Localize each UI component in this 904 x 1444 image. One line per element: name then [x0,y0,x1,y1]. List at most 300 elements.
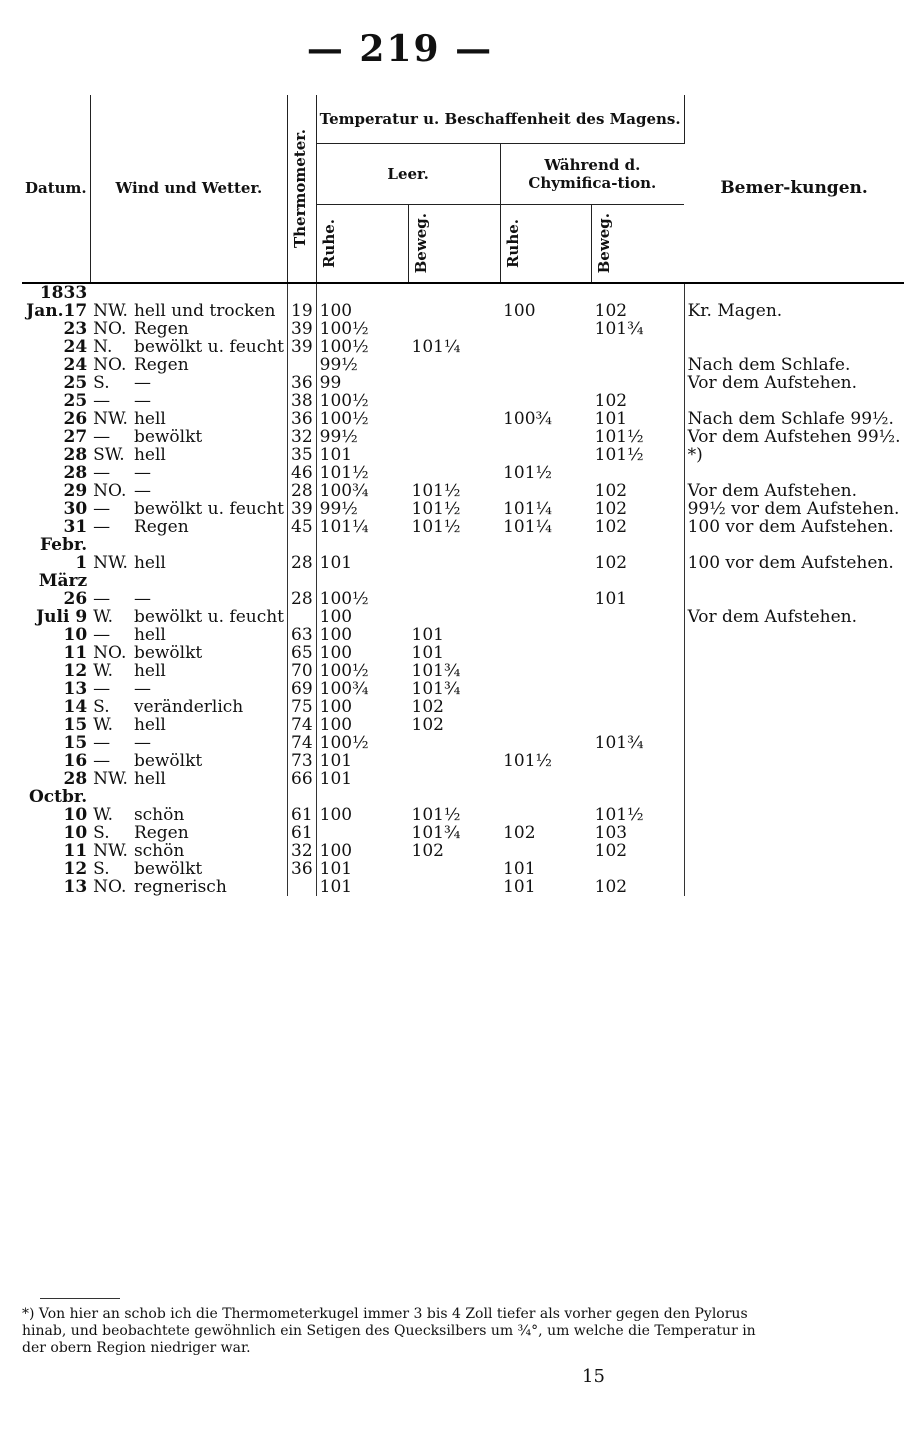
chym-ruhe-cell: 101½ [503,462,553,483]
table-row [22,302,904,320]
leer-ruhe-cell: 100½ [319,660,369,681]
leer-ruhe-cell: 100½ [319,390,369,411]
thermometer-cell: 73 [288,752,317,770]
leer-beweg-cell: 101 [411,642,444,663]
table-row [22,734,904,752]
wind-cell: NO. [93,876,127,897]
chym-beweg-cell [592,374,684,392]
date-cell: 28 [63,768,88,789]
page-number: — 219 — [306,28,494,70]
date-cell: 31 [63,516,88,537]
remark-cell: Kr. Magen. [687,300,783,321]
leer-ruhe-cell: 100½ [319,336,369,357]
weather-cell: bewölkt u. feucht [131,338,288,356]
date-cell: März [38,570,88,591]
weather-cell: Regen [131,320,288,338]
leer-beweg-cell [409,464,501,482]
chym-ruhe-cell: 101½ [503,750,553,771]
date-cell: 13 [63,876,88,897]
remark-cell: Nach dem Schlafe 99½. [687,408,894,429]
table-row [22,320,904,338]
date-cell: 26 [63,408,88,429]
leer-ruhe-cell: 101 [319,444,353,465]
leer-ruhe-cell: 100 [319,714,353,735]
weather-cell: Regen [131,824,288,842]
remark-cell [684,283,903,302]
table-row [22,590,904,608]
leer-ruhe-cell: 99½ [319,498,358,519]
table-row [22,500,904,518]
leer-beweg-cell: 101¾ [411,660,461,681]
weather-cell: veränderlich [131,698,288,716]
thermometer-cell: 19 [288,302,317,320]
leer-beweg-cell: 102 [411,714,444,735]
leer-beweg-cell [409,428,501,446]
leer-ruhe-cell: 100 [319,840,353,861]
leer-beweg-cell: 101½ [411,498,461,519]
chym-beweg-cell [592,860,684,878]
table-row [22,356,904,374]
remark-cell [684,464,903,482]
date-cell: 12 [63,858,88,879]
chym-ruhe-cell [500,446,592,464]
chym-beweg-cell [592,356,684,374]
date-cell: 24 [63,354,88,375]
weather-cell: hell [131,410,288,428]
leer-ruhe-cell: 100 [319,624,353,645]
thermometer-cell: 61 [288,806,317,824]
wind-cell: NW. [93,408,128,429]
table-row [22,572,904,590]
chym-ruhe-cell [500,428,592,446]
table-row [22,644,904,662]
chym-ruhe-cell: 102 [503,822,536,843]
header-leer-beweg: Beweg. [409,205,501,283]
table-row [22,698,904,716]
thermometer-cell [288,878,317,896]
table-row [22,446,904,464]
weather-cell: bewölkt u. feucht [131,500,288,518]
weather-cell: — [131,482,288,500]
chym-beweg-cell: 101 [592,410,684,428]
remark-cell [684,644,903,662]
data-table [22,95,904,896]
chym-ruhe-cell [500,572,592,590]
thermometer-cell: 36 [288,860,317,878]
table-row [22,662,904,680]
weather-cell: — [131,464,288,482]
remark-cell: *) [687,444,703,465]
leer-beweg-cell [409,536,501,554]
table-body [22,283,904,896]
wind-cell: — [93,426,111,447]
date-cell: 15 [63,714,88,735]
thermometer-cell [288,536,317,554]
weather-cell: hell [131,626,288,644]
remark-cell [684,680,903,698]
footnote-rule [40,1298,120,1299]
leer-ruhe-cell: 100 [319,606,353,627]
leer-ruhe-cell: 99½ [319,354,358,375]
wind-cell: — [93,462,111,483]
chym-ruhe-cell: 101¼ [503,516,553,537]
wind-cell: NO. [93,642,127,663]
header-datum: Datum. [22,95,90,283]
chym-beweg-cell: 102 [592,554,684,572]
remark-cell [684,860,903,878]
thermometer-cell: 46 [288,464,317,482]
date-cell: Octbr. [28,786,88,807]
date-cell: 27 [63,426,88,447]
date-cell: 1 [75,552,88,573]
date-cell: 1833 [39,282,88,303]
remark-cell [684,572,903,590]
chym-beweg-cell: 102 [592,482,684,500]
leer-beweg-cell: 101½ [411,516,461,537]
leer-beweg-cell [409,392,501,410]
thermometer-cell: 70 [288,662,317,680]
chym-beweg-cell: 101¾ [592,320,684,338]
leer-ruhe-cell: 100 [319,804,353,825]
date-cell: 15 [63,732,88,753]
date-cell: 12 [63,660,88,681]
chym-beweg-cell [592,536,684,554]
date-cell: 10 [63,804,88,825]
chym-ruhe-cell [500,734,592,752]
chym-beweg-cell: 101½ [592,428,684,446]
chym-beweg-cell: 102 [592,302,684,320]
weather-cell: bewölkt [131,752,288,770]
date-cell: 30 [63,498,88,519]
chym-beweg-cell: 102 [592,500,684,518]
thermometer-cell: 36 [288,374,317,392]
header-chym-ruhe: Ruhe. [500,205,592,283]
table-row [22,338,904,356]
remark-cell: Vor dem Aufstehen. [687,480,858,501]
thermometer-cell [288,608,317,626]
leer-ruhe-cell: 101¼ [319,516,369,537]
table-row [22,680,904,698]
remark-cell [684,806,903,824]
remark-cell: 99½ vor dem Aufstehen. [687,498,900,519]
thermometer-cell [288,788,317,806]
chym-beweg-cell: 101½ [592,446,684,464]
wind-cell: — [93,588,111,609]
table-row [22,626,904,644]
table-row [22,392,904,410]
date-cell: 14 [63,696,88,717]
table-row [22,536,904,554]
thermometer-cell: 74 [288,734,317,752]
leer-beweg-cell: 101½ [411,480,461,501]
chym-ruhe-cell [500,698,592,716]
remark-cell: 100 vor dem Aufstehen. [687,552,894,573]
chym-ruhe-cell [500,374,592,392]
leer-ruhe-cell: 100½ [319,588,369,609]
date-cell: Jan.17 [26,300,88,321]
date-cell: 11 [63,840,88,861]
leer-beweg-cell: 101¾ [411,822,461,843]
thermometer-cell [288,283,317,302]
thermometer-cell: 39 [288,320,317,338]
wind-cell [90,572,131,590]
remark-cell [684,392,903,410]
remark-cell [684,536,903,554]
weather-cell [131,572,288,590]
thermometer-cell: 45 [288,518,317,536]
thermometer-cell: 35 [288,446,317,464]
leer-ruhe-cell: 100½ [319,408,369,429]
weather-cell: bewölkt [131,644,288,662]
chym-ruhe-cell [500,320,592,338]
thermometer-cell: 39 [288,338,317,356]
chym-beweg-cell [592,662,684,680]
chym-ruhe-cell: 101 [503,858,536,879]
wind-cell: W. [93,714,114,735]
leer-ruhe-cell [316,824,408,842]
wind-cell: NW. [93,300,128,321]
chym-beweg-cell [592,464,684,482]
date-cell: 28 [63,462,88,483]
chym-ruhe-cell: 101 [503,876,536,897]
remark-cell [684,698,903,716]
signature-mark: 15 [582,1366,605,1387]
leer-ruhe-cell: 99 [319,372,342,393]
leer-ruhe-cell: 100¾ [319,678,369,699]
thermometer-cell: 28 [288,554,317,572]
chym-beweg-cell: 101¾ [592,734,684,752]
header-thermometer: Thermometer. [288,95,317,283]
thermometer-cell: 61 [288,824,317,842]
leer-beweg-cell [409,302,501,320]
date-cell: Juli 9 [36,606,88,627]
chym-beweg-cell: 101 [592,590,684,608]
thermometer-cell: 38 [288,392,317,410]
leer-ruhe-cell: 100½ [319,318,369,339]
chym-beweg-cell: 102 [592,878,684,896]
weather-cell: schön [131,806,288,824]
thermometer-cell: 65 [288,644,317,662]
date-cell: 24 [63,336,88,357]
chym-beweg-cell [592,680,684,698]
leer-beweg-cell [409,788,501,806]
weather-cell: — [131,374,288,392]
leer-ruhe-cell: 100 [319,300,353,321]
thermometer-cell: 28 [288,482,317,500]
chym-ruhe-cell [500,554,592,572]
table-row [22,428,904,446]
date-cell: 25 [63,372,88,393]
chym-ruhe-cell [500,770,592,788]
chym-beweg-cell: 101½ [592,806,684,824]
leer-beweg-cell [409,770,501,788]
leer-beweg-cell: 102 [411,840,444,861]
remark-cell [684,716,903,734]
thermometer-cell: 63 [288,626,317,644]
weather-cell: schön [131,842,288,860]
leer-beweg-cell [409,608,501,626]
chym-beweg-cell [592,626,684,644]
thermometer-cell: 32 [288,842,317,860]
chym-ruhe-cell [500,338,592,356]
table-header [22,95,904,283]
chym-ruhe-cell [500,644,592,662]
wind-cell: — [93,516,111,537]
remark-cell [684,842,903,860]
chym-beweg-cell: 102 [592,518,684,536]
chym-beweg-cell [592,770,684,788]
leer-beweg-cell [409,283,501,302]
table-row [22,410,904,428]
wind-cell: NO. [93,318,127,339]
remark-cell [684,662,903,680]
chym-beweg-cell [592,698,684,716]
thermometer-cell: 69 [288,680,317,698]
date-cell: 29 [63,480,88,501]
weather-cell: hell [131,770,288,788]
thermometer-cell: 32 [288,428,317,446]
leer-beweg-cell [409,590,501,608]
footnote: *) Von hier an schob ich die Thermometerkugel immer 3 bis 4 Zoll tiefer als vorher gegen den Pylorus hinab, und beobachtete gewöhnlich ein Setigen des Quecksilbers um ¾°, um welche die Temperatur in der obern Region niedriger war. [22,1306,756,1356]
chym-beweg-cell: 102 [592,842,684,860]
thermometer-cell: 66 [288,770,317,788]
chym-ruhe-cell [500,842,592,860]
chym-beweg-cell: 102 [592,392,684,410]
remark-cell: 100 vor dem Aufstehen. [687,516,894,537]
chym-ruhe-cell [500,788,592,806]
chym-beweg-cell: 103 [592,824,684,842]
leer-beweg-cell [409,752,501,770]
table-row [22,842,904,860]
thermometer-cell: 74 [288,716,317,734]
chym-ruhe-cell [500,680,592,698]
remark-cell [684,878,903,896]
date-cell: 10 [63,624,88,645]
chym-ruhe-cell [500,392,592,410]
leer-beweg-cell [409,446,501,464]
wind-cell: NW. [93,840,128,861]
remark-cell: Vor dem Aufstehen 99½. [687,426,901,447]
leer-beweg-cell [409,554,501,572]
weather-cell: Regen [131,518,288,536]
table-row [22,806,904,824]
leer-ruhe-cell: 101 [319,876,353,897]
header-chym-beweg: Beweg. [592,205,684,283]
leer-beweg-cell [409,734,501,752]
date-cell: 11 [63,642,88,663]
weather-cell [131,788,288,806]
leer-beweg-cell [409,374,501,392]
table-row [22,482,904,500]
wind-cell: N. [93,336,113,357]
remark-cell [684,788,903,806]
remark-cell [684,734,903,752]
chym-beweg-cell [592,572,684,590]
weather-cell: hell und trocken [131,302,288,320]
header-wind: Wind und Wetter. [90,95,287,283]
chym-ruhe-cell [500,662,592,680]
wind-cell: — [93,498,111,519]
remark-cell: Nach dem Schlafe. [687,354,851,375]
weather-cell: hell [131,554,288,572]
date-cell: 10 [63,822,88,843]
date-cell: 13 [63,678,88,699]
remark-cell [684,338,903,356]
leer-ruhe-cell [316,283,408,302]
leer-ruhe-cell: 99½ [319,426,358,447]
wind-cell: — [93,678,111,699]
weather-cell: — [131,734,288,752]
thermometer-cell: 28 [288,590,317,608]
thermometer-cell: 39 [288,500,317,518]
chym-beweg-cell [592,608,684,626]
wind-cell: S. [93,372,110,393]
header-leer-ruhe: Ruhe. [316,205,408,283]
weather-cell: — [131,392,288,410]
thermometer-cell: 75 [288,698,317,716]
leer-ruhe-cell: 100 [319,696,353,717]
wind-cell: — [93,750,111,771]
leer-ruhe-cell [316,788,408,806]
date-cell: 25 [63,390,88,411]
date-cell: 26 [63,588,88,609]
table-row [22,554,904,572]
remark-cell [684,824,903,842]
table-row [22,464,904,482]
table-row [22,752,904,770]
header-group: Temperatur u. Beschaffenheit des Magens. [316,95,684,144]
weather-cell [131,536,288,554]
table-row [22,788,904,806]
wind-cell: S. [93,696,110,717]
chym-ruhe-cell [500,356,592,374]
leer-ruhe-cell: 100½ [319,732,369,753]
date-cell: 16 [63,750,88,771]
wind-cell [90,536,131,554]
wind-cell: NO. [93,354,127,375]
remark-cell [684,590,903,608]
wind-cell: NO. [93,480,127,501]
chym-ruhe-cell: 101¼ [503,498,553,519]
thermometer-cell [288,356,317,374]
weather-cell: hell [131,662,288,680]
chym-ruhe-cell: 100 [503,300,536,321]
chym-beweg-cell [592,752,684,770]
chym-beweg-cell [592,788,684,806]
weather-cell: hell [131,446,288,464]
table-row [22,283,904,302]
table-row [22,878,904,896]
leer-ruhe-cell: 101 [319,768,353,789]
leer-beweg-cell [409,410,501,428]
leer-beweg-cell [409,572,501,590]
wind-cell [90,283,131,302]
weather-cell: bewölkt [131,428,288,446]
leer-beweg-cell: 101½ [411,804,461,825]
wind-cell: S. [93,858,110,879]
leer-beweg-cell [409,860,501,878]
weather-cell: regnerisch [131,878,288,896]
chym-ruhe-cell [500,482,592,500]
remark-cell: Vor dem Aufstehen. [687,372,858,393]
leer-beweg-cell [409,320,501,338]
chym-ruhe-cell [500,590,592,608]
header-bemerkungen: Bemer-kungen. [684,95,903,283]
wind-cell: S. [93,822,110,843]
date-cell: 23 [63,318,88,339]
thermometer-cell [288,572,317,590]
chym-beweg-cell [592,716,684,734]
